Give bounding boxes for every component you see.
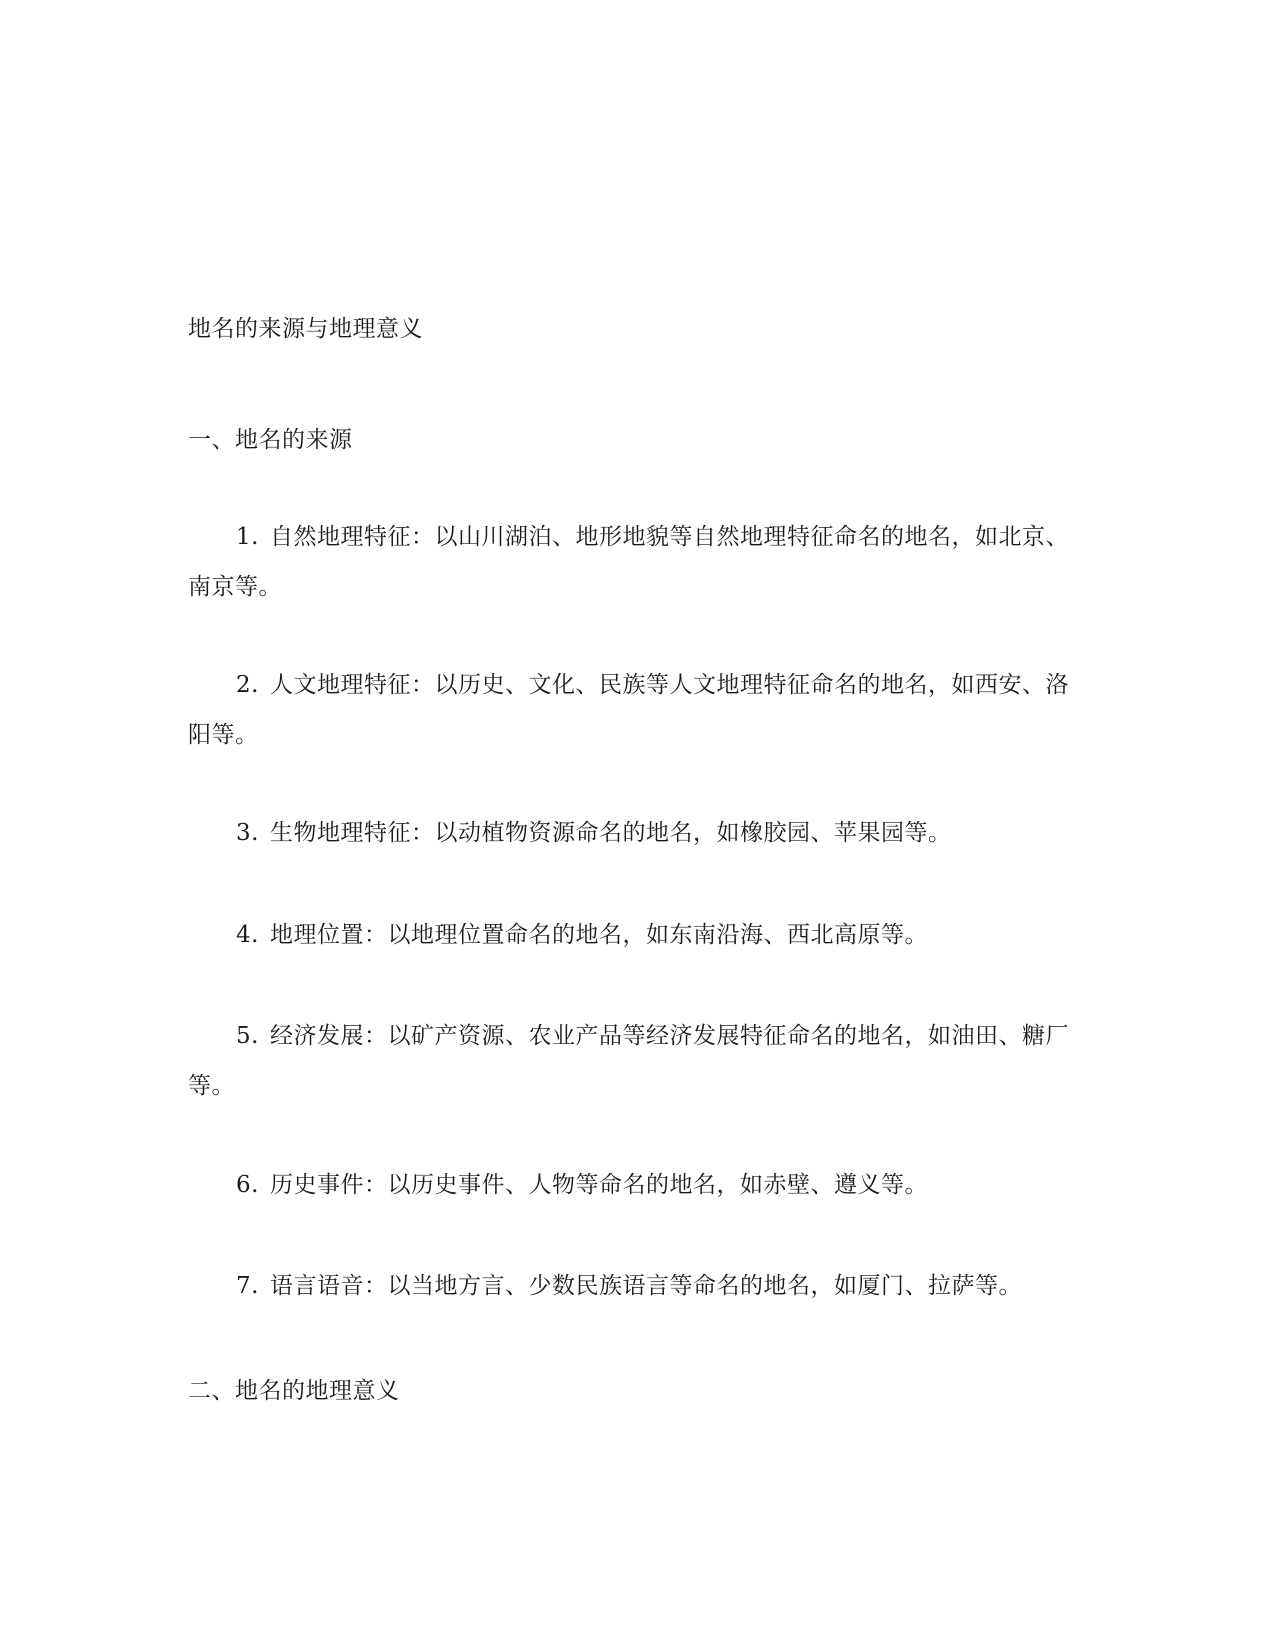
section-heading-significance: 二、地名的地理意义 — [188, 1378, 400, 1404]
list-item-text: 语言语音：以当地方言、少数民族语言等命名的地名，如厦门、拉萨等。 — [270, 1273, 1022, 1299]
list-item — [188, 1160, 1088, 1210]
list-item-text: 经济发展：以矿产资源、农业产品等经济发展特征命名的地名，如油田、糖厂等。 — [188, 1023, 1069, 1099]
list-item-text: 人文地理特征：以历史、文化、民族等人文地理特征命名的地名，如西安、洛阳等。 — [188, 672, 1069, 748]
list-item — [188, 808, 1088, 858]
list-item-text: 生物地理特征：以动植物资源命名的地名，如橡胶园、苹果园等。 — [270, 820, 952, 846]
list-item-text: 自然地理特征：以山川湖泊、地形地貌等自然地理特征命名的地名，如北京、南京等。 — [188, 524, 1069, 600]
list-item — [188, 512, 1088, 612]
list-item-number: 7. — [236, 1273, 259, 1299]
list-item — [188, 660, 1088, 760]
list-item-number: 5. — [236, 1023, 259, 1049]
list-item-number: 4. — [236, 922, 259, 948]
list-item — [188, 1261, 1088, 1311]
list-item — [188, 910, 1088, 960]
list-item-number: 3. — [236, 820, 259, 846]
section-heading-origins: 一、地名的来源 — [188, 427, 353, 453]
list-item-number: 6. — [236, 1172, 259, 1198]
list-item-text: 地理位置：以地理位置命名的地名，如东南沿海、西北高原等。 — [270, 922, 928, 948]
list-item-text: 历史事件：以历史事件、人物等命名的地名，如赤壁、遵义等。 — [270, 1172, 928, 1198]
list-item-number: 1. — [236, 524, 259, 550]
list-item — [188, 1011, 1088, 1111]
document-title: 地名的来源与地理意义 — [188, 316, 423, 342]
list-item-number: 2. — [236, 672, 259, 698]
